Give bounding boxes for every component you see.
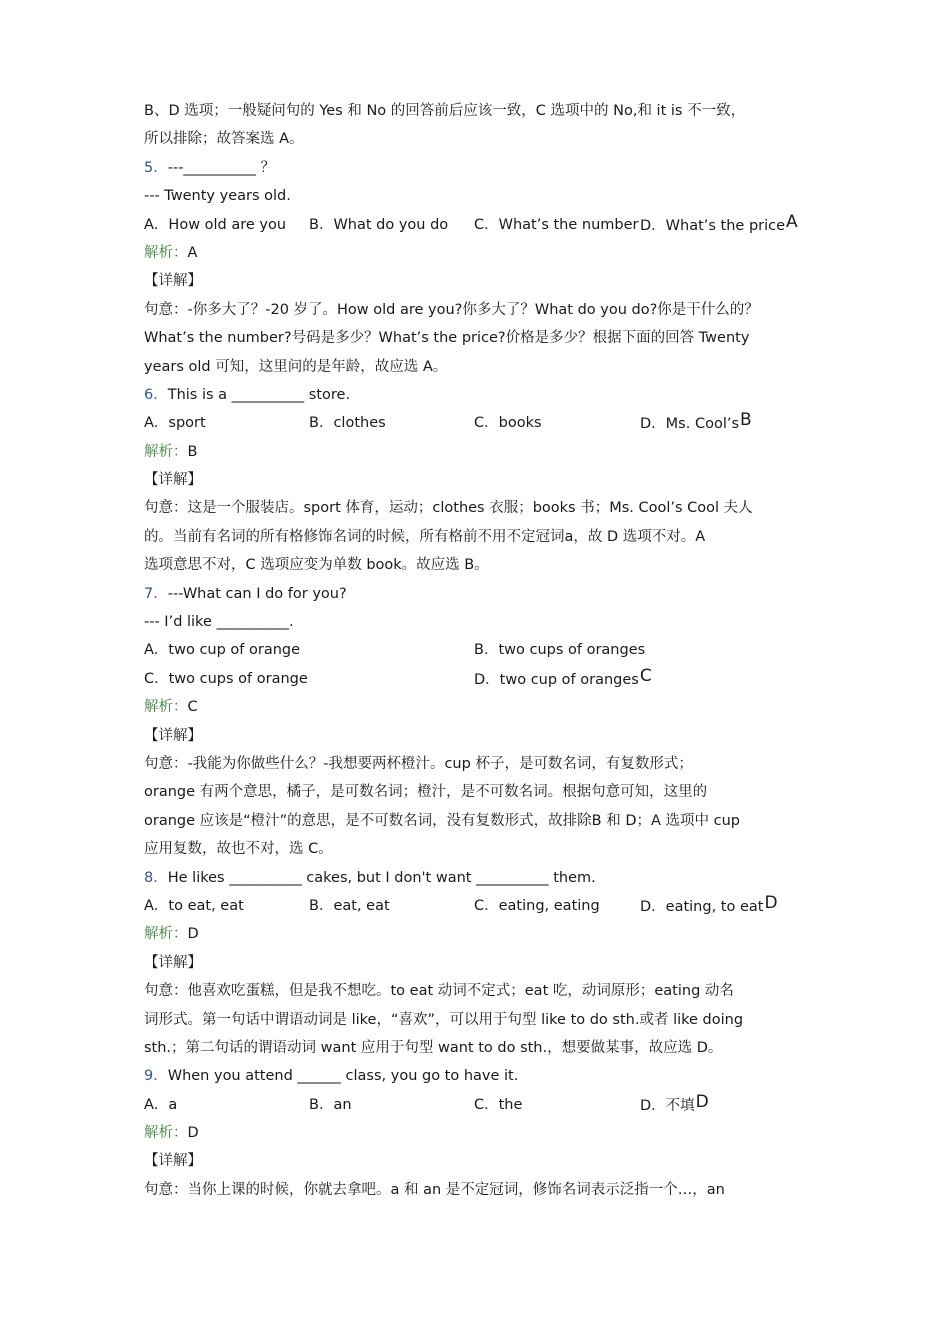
answer-option: B．What do you do bbox=[309, 216, 449, 233]
detail-text: orange 有两个意思，橘子，是可数名词；橙汁，是不可数名词。根据句意可知，这里的 bbox=[144, 784, 708, 801]
detail-text: 选项意思不对，C 选项应变为单数 book。故应选 B。 bbox=[144, 557, 489, 574]
question-block bbox=[144, 1062, 810, 1204]
detail-heading: 【详解】 bbox=[144, 954, 202, 971]
answer-option: A．a bbox=[144, 1096, 178, 1113]
answer-value: D bbox=[187, 1125, 199, 1142]
question-stem bbox=[144, 1062, 810, 1090]
detail-heading: 【详解】 bbox=[144, 472, 202, 489]
intro-line: B、D 选项；一般疑问句的 Yes 和 No 的回答前后应该一致，C 选项中的 No,和 it is 不一致， bbox=[144, 103, 746, 119]
answer-label: 解析： bbox=[144, 443, 188, 460]
answer-option: C．books bbox=[474, 415, 542, 432]
answer-value: D bbox=[187, 926, 199, 943]
answer-option: B．two cups of oranges bbox=[474, 642, 646, 659]
detail-text: 句意：他喜欢吃蛋糕，但是我不想吃。to eat 动词不定式；eat 吃，动词原形；eating 动名 bbox=[144, 983, 734, 1000]
question-block bbox=[144, 580, 810, 864]
question-stem-text: ---What can I do for you? bbox=[167, 585, 347, 602]
answer-option: B．clothes bbox=[309, 415, 386, 432]
detail-text: 句意：-你多大了？-20 岁了。How old are you?你多大了？What do you do?你是干什么的？ bbox=[144, 301, 759, 318]
detail-heading: 【详解】 bbox=[144, 1153, 202, 1170]
handwritten-answer-mark: D bbox=[764, 892, 778, 913]
question-stem bbox=[144, 608, 810, 636]
question-stem-text: --- I’d like __________. bbox=[144, 614, 294, 631]
answer-option: D．What’s the priceA bbox=[640, 211, 798, 234]
answer-line bbox=[144, 693, 810, 721]
question-stem bbox=[144, 381, 810, 409]
answer-value: C bbox=[187, 699, 198, 716]
detail-heading: 【详解】 bbox=[144, 727, 202, 744]
question-number: 9． bbox=[144, 1068, 168, 1085]
question-list bbox=[144, 154, 810, 1204]
question-stem bbox=[144, 580, 810, 608]
options-row bbox=[144, 409, 810, 437]
answer-option: C．the bbox=[474, 1096, 523, 1113]
detail-text: years old 可知，这里问的是年龄，故应选 A。 bbox=[144, 358, 448, 375]
answer-label: 解析： bbox=[144, 699, 188, 716]
question-stem bbox=[144, 864, 810, 892]
handwritten-answer-mark: B bbox=[740, 410, 752, 431]
answer-label: 解析： bbox=[144, 926, 188, 943]
detail-text: 句意：-我能为你做些什么？-我想要两杯橙汁。cup 杯子，是可数名词，有复数形式； bbox=[144, 755, 693, 772]
answer-value: A bbox=[187, 244, 198, 261]
answer-line bbox=[144, 920, 810, 948]
question-stem-text: This is a __________ store. bbox=[167, 386, 351, 403]
answer-option: D．two cup of orangesC bbox=[474, 665, 652, 688]
answer-option: C．two cups of orange bbox=[144, 670, 308, 687]
question-block bbox=[144, 864, 810, 1063]
options-row bbox=[144, 211, 810, 239]
answer-option: A．sport bbox=[144, 415, 206, 432]
answer-option: C．eating, eating bbox=[474, 897, 600, 914]
question-stem bbox=[144, 182, 810, 210]
options-row bbox=[144, 1091, 810, 1119]
answer-line bbox=[144, 239, 810, 267]
question-number: 8． bbox=[144, 869, 168, 886]
answer-option: A．to eat, eat bbox=[144, 897, 244, 914]
answer-option: A．How old are you bbox=[144, 216, 287, 233]
question-block bbox=[144, 381, 810, 580]
options-row bbox=[144, 636, 810, 664]
question-number: 7． bbox=[144, 585, 168, 602]
detail-text: 句意：这是一个服装店。sport 体育，运动；clothes 衣服；books 书；Ms. Cool’s Cool 夫人 bbox=[144, 500, 753, 517]
detail-text: 的。当前有名词的所有格修饰名词的时候，所有格前不用不定冠词a，故 D 选项不对。A bbox=[144, 528, 706, 545]
answer-label: 解析： bbox=[144, 244, 188, 261]
answer-option: D．Ms. Cool’sB bbox=[640, 410, 752, 433]
answer-line bbox=[144, 438, 810, 466]
answer-option: C．What’s the number bbox=[474, 216, 639, 233]
answer-line bbox=[144, 1119, 810, 1147]
question-stem-text: ---__________ ？ bbox=[167, 159, 276, 176]
detail-text: 句意：当你上课的时候，你就去拿吧。a 和 an 是不定冠词，修饰名词表示泛指一个…，an bbox=[144, 1181, 725, 1198]
detail-heading: 【详解】 bbox=[144, 273, 202, 290]
question-number: 6． bbox=[144, 386, 168, 403]
question-number: 5． bbox=[144, 159, 168, 176]
detail-text: What’s the number?号码是多少？What’s the price?价格是多少？根据下面的回答 Twenty bbox=[144, 330, 750, 347]
intro-line: 所以排除；故答案选 A。 bbox=[144, 131, 304, 148]
detail-text: 词形式。第一句话中谓语动词是 like，“喜欢”，可以用于句型 like to do sth.或者 like doing bbox=[144, 1011, 744, 1028]
detail-text: orange 应该是“橙汁”的意思，是不可数名词，没有复数形式，故排除B 和 D；A 选项中 cup bbox=[144, 812, 740, 829]
answer-label: 解析： bbox=[144, 1125, 188, 1142]
handwritten-answer-mark: A bbox=[786, 211, 798, 232]
question-block bbox=[144, 154, 810, 381]
question-stem-text: When you attend ______ class, you go to have it. bbox=[167, 1068, 519, 1085]
question-stem bbox=[144, 154, 810, 182]
answer-option: B．eat, eat bbox=[309, 897, 390, 914]
answer-option: D．不填D bbox=[640, 1091, 709, 1114]
answer-option: B．an bbox=[309, 1096, 352, 1113]
handwritten-answer-mark: D bbox=[695, 1091, 709, 1112]
answer-value: B bbox=[187, 443, 198, 460]
answer-option: A．two cup of orange bbox=[144, 642, 301, 659]
handwritten-answer-mark: C bbox=[639, 665, 652, 686]
options-row bbox=[144, 892, 810, 920]
question-stem-text: --- Twenty years old. bbox=[144, 188, 291, 205]
answer-option: D．eating, to eatD bbox=[640, 892, 778, 915]
detail-text: sth.；第二句话的谓语动词 want 应用于句型 want to do sth.，想要做某事，故应选 D。 bbox=[144, 1039, 723, 1056]
options-row bbox=[144, 665, 810, 693]
question-stem-text: He likes __________ cakes, but I don't want __________ them. bbox=[167, 869, 596, 886]
detail-text: 应用复数，故也不对，选 C。 bbox=[144, 841, 333, 858]
document-page bbox=[144, 97, 810, 1204]
